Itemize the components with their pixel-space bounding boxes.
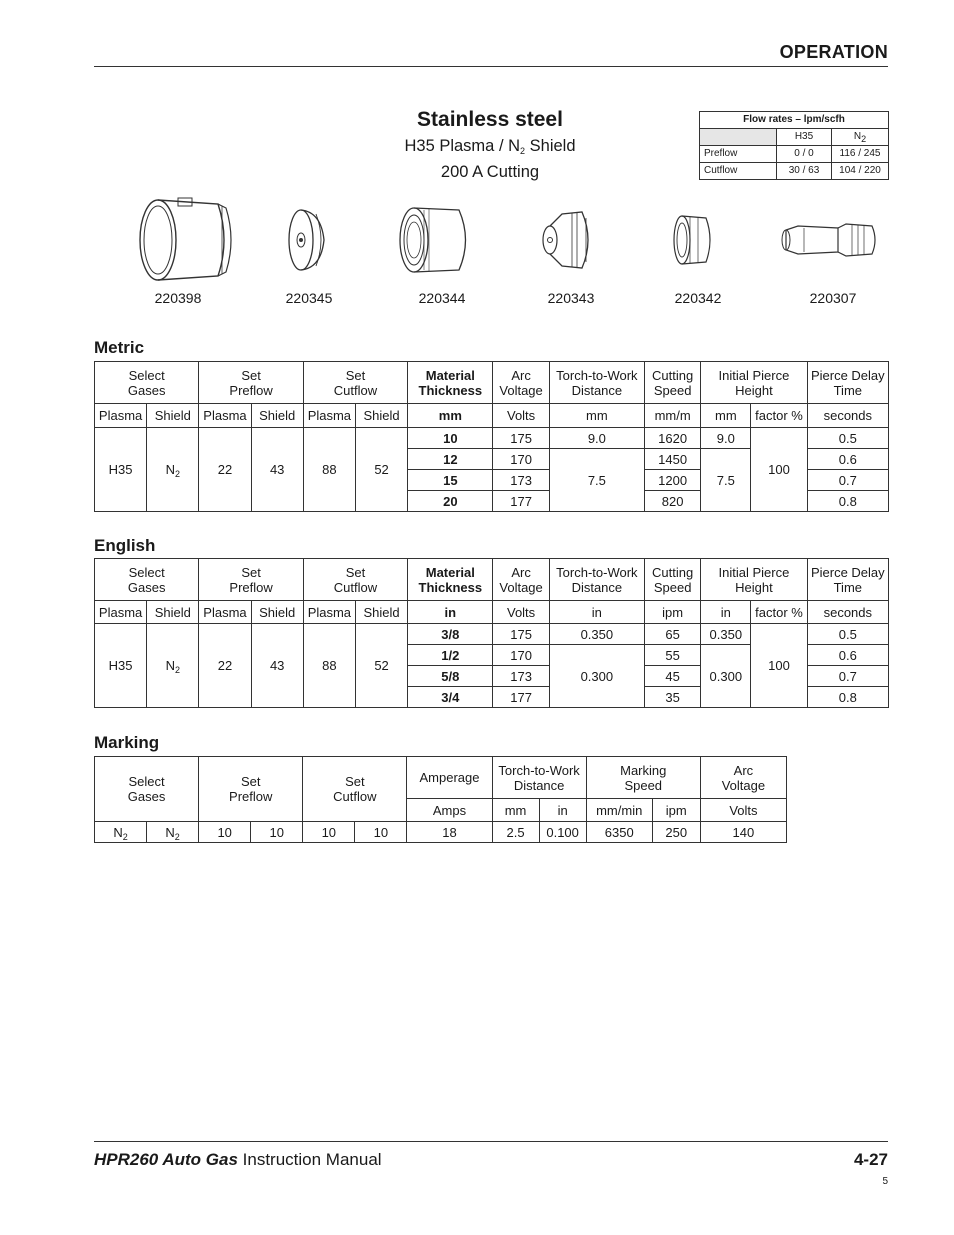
delay-cell: 0.6 — [807, 645, 888, 666]
head-cutting-speed: Cutting Speed — [645, 559, 701, 601]
unit-speed: mm/m — [645, 404, 701, 428]
unit-distance: mm — [549, 404, 644, 428]
part-nozzle — [502, 190, 622, 290]
thickness-cell: 1/2 — [408, 645, 493, 666]
unit-delay: seconds — [807, 404, 888, 428]
head-set-cutflow: Set Cutflow — [303, 362, 407, 404]
metric-section-title: Metric — [94, 338, 145, 357]
head-arc-voltage: Arc Voltage — [493, 362, 549, 404]
head-set-cutflow: Set Cutflow — [303, 559, 407, 601]
unit-delay: seconds — [807, 601, 888, 624]
part-number: 220398 — [154, 290, 202, 306]
speed-cell: 820 — [645, 491, 701, 512]
speed-mmmin-cell: 6350 — [586, 822, 652, 843]
unit-mmmin: mm/min — [586, 799, 652, 822]
pierce-cell: 7.5 — [701, 449, 751, 512]
english-section-title: English — [94, 536, 156, 555]
preflow-shield: 10 — [251, 822, 303, 843]
consumables-row — [94, 190, 888, 306]
part-shield-insert — [246, 190, 366, 290]
unit-shield: Shield — [251, 404, 303, 428]
pierce-cell: 0.300 — [701, 645, 751, 708]
flow-cell: 104 / 220 — [832, 163, 889, 180]
speed-cell: 65 — [645, 624, 701, 645]
unit-mm: mm — [492, 799, 539, 822]
part-number: 220343 — [547, 290, 595, 306]
head-select-gases: Select Gases — [95, 362, 199, 404]
shield-cap-illustration — [118, 190, 238, 290]
table-row — [95, 428, 889, 449]
preflow-plasma: 10 — [199, 822, 251, 843]
flow-cell: 30 / 63 — [777, 163, 832, 180]
nozzle-illustration — [502, 190, 622, 290]
delay-cell: 0.7 — [807, 470, 888, 491]
unit-shield: Shield — [251, 601, 303, 624]
unit-distance: in — [549, 601, 644, 624]
distance-cell: 9.0 — [549, 428, 644, 449]
unit-pierce: mm — [701, 404, 751, 428]
distance-cell: 0.300 — [549, 645, 644, 708]
flow-row-label: Preflow — [700, 146, 777, 163]
manual-title: HPR260 Auto Gas Instruction Manual — [94, 1150, 382, 1169]
head-cutting-speed: Cutting Speed — [645, 362, 701, 404]
english-table — [94, 558, 889, 708]
part-number: 220342 — [674, 290, 722, 306]
head-set-preflow: Set Preflow — [199, 757, 303, 822]
distance-in-cell: 0.100 — [539, 822, 586, 843]
gas-shield: $N_2$ — [147, 624, 199, 708]
delay-cell: 0.5 — [807, 428, 888, 449]
thickness-cell: 10 — [408, 428, 493, 449]
head-arc-voltage: Arc Voltage — [700, 757, 786, 799]
voltage-cell: 177 — [493, 491, 549, 512]
unit-amps: Amps — [407, 799, 492, 822]
flow-col-h35: H35 — [777, 129, 832, 146]
unit-in: in — [539, 799, 586, 822]
marking-table — [94, 756, 787, 843]
flow-cell: 116 / 245 — [832, 146, 889, 163]
unit-factor: factor % — [751, 404, 807, 428]
table-row — [95, 822, 787, 843]
head-pierce-height: Initial Pierce Height — [701, 559, 807, 601]
swirl-ring-illustration — [630, 190, 750, 290]
unit-volts: Volts — [700, 799, 786, 822]
header-divider — [94, 66, 888, 67]
delay-cell: 0.8 — [807, 491, 888, 512]
head-select-gases: Select Gases — [95, 757, 199, 822]
part-shield — [118, 190, 238, 290]
title-block — [380, 107, 600, 185]
thickness-cell: 12 — [408, 449, 493, 470]
retaining-cap-illustration — [374, 190, 494, 290]
head-select-gases: Select Gases — [95, 559, 199, 601]
preflow-shield: 43 — [251, 624, 303, 708]
head-marking-speed: Marking Speed — [586, 757, 700, 799]
unit-plasma: Plasma — [95, 601, 147, 624]
page-number: 4-27 — [853, 1150, 888, 1169]
table-row — [95, 624, 889, 645]
part-electrode — [768, 190, 888, 290]
head-arc-voltage: Arc Voltage — [493, 559, 549, 601]
unit-shield: Shield — [147, 601, 199, 624]
thickness-cell: 5/8 — [408, 666, 493, 687]
flow-corner-cell — [700, 129, 777, 146]
head-pierce-delay: Pierce Delay Time — [807, 362, 888, 404]
flow-row-label: Cutflow — [700, 163, 777, 180]
thickness-cell: 3/4 — [408, 687, 493, 708]
pierce-cell: 9.0 — [701, 428, 751, 449]
speed-cell: 35 — [645, 687, 701, 708]
unit-shield: Shield — [147, 404, 199, 428]
electrode-illustration — [768, 190, 888, 290]
voltage-cell: 173 — [493, 470, 549, 491]
sheet-number: 5 — [882, 1176, 888, 1187]
cutflow-plasma: 88 — [303, 428, 355, 512]
speed-cell: 45 — [645, 666, 701, 687]
cutflow-plasma: 88 — [303, 624, 355, 708]
preflow-plasma: 22 — [199, 624, 251, 708]
gas-shield: $N_2$ — [147, 822, 199, 843]
delay-cell: 0.7 — [807, 666, 888, 687]
voltage-cell: 175 — [493, 428, 549, 449]
part-retaining-cap — [374, 190, 494, 290]
unit-plasma: Plasma — [95, 404, 147, 428]
marking-section-title: Marking — [94, 733, 160, 752]
speed-cell: 1620 — [645, 428, 701, 449]
cutflow-shield: 10 — [355, 822, 407, 843]
head-material-thickness: Material Thickness — [408, 362, 493, 404]
unit-factor: factor % — [751, 601, 807, 624]
gas-plasma: H35 — [95, 624, 147, 708]
flow-rates-title: Flow rates – lpm/scfh — [700, 112, 889, 129]
unit-shield: Shield — [355, 404, 407, 428]
flow-col-n2: $N_2$ — [832, 129, 889, 146]
cutflow-plasma: 10 — [303, 822, 355, 843]
voltage-cell: 173 — [493, 666, 549, 687]
process-subtitle: H35 Plasma / $N_2$ Shield — [404, 137, 576, 156]
unit-ipm: ipm — [652, 799, 700, 822]
speed-cell: 1450 — [645, 449, 701, 470]
delay-cell: 0.5 — [807, 624, 888, 645]
thickness-cell: 20 — [408, 491, 493, 512]
head-torch-distance: Torch-to-Work Distance — [492, 757, 586, 799]
nozzle-insert-illustration — [246, 190, 366, 290]
voltage-cell: 175 — [493, 624, 549, 645]
voltage-cell: 177 — [493, 687, 549, 708]
factor-cell: 100 — [751, 624, 807, 708]
unit-plasma: Plasma — [303, 601, 355, 624]
cutflow-shield: 52 — [355, 428, 407, 512]
flow-cell: 0 / 0 — [777, 146, 832, 163]
unit-plasma: Plasma — [303, 404, 355, 428]
head-amperage: Amperage — [407, 757, 492, 799]
unit-thickness: mm — [408, 404, 493, 428]
unit-plasma: Plasma — [199, 404, 251, 428]
unit-thickness: in — [408, 601, 493, 624]
voltage-cell: 170 — [493, 645, 549, 666]
part-swirl-ring — [630, 190, 750, 290]
gas-plasma: $N_2$ — [95, 822, 147, 843]
section-title: OPERATION — [779, 42, 888, 62]
head-torch-distance: Torch-to-Work Distance — [549, 362, 644, 404]
unit-plasma: Plasma — [199, 601, 251, 624]
unit-speed: ipm — [645, 601, 701, 624]
gas-plasma: H35 — [95, 428, 147, 512]
unit-volts: Volts — [493, 601, 549, 624]
part-number: 220345 — [285, 290, 333, 306]
head-set-preflow: Set Preflow — [199, 362, 303, 404]
metric-table — [94, 361, 889, 512]
cutflow-shield: 52 — [355, 624, 407, 708]
preflow-plasma: 22 — [199, 428, 251, 512]
gas-shield: $N_2$ — [147, 428, 199, 512]
factor-cell: 100 — [751, 428, 807, 512]
preflow-shield: 43 — [251, 428, 303, 512]
speed-cell: 55 — [645, 645, 701, 666]
part-number: 220307 — [809, 290, 857, 306]
voltage-cell: 140 — [700, 822, 786, 843]
thickness-cell: 3/8 — [408, 624, 493, 645]
flow-rates-table — [699, 111, 889, 180]
thickness-cell: 15 — [408, 470, 493, 491]
distance-cell: 0.350 — [549, 624, 644, 645]
pierce-cell: 0.350 — [701, 624, 751, 645]
page-title: Stainless steel — [417, 108, 563, 131]
unit-pierce: in — [701, 601, 751, 624]
head-material-thickness: Material Thickness — [408, 559, 493, 601]
unit-shield: Shield — [355, 601, 407, 624]
speed-cell: 1200 — [645, 470, 701, 491]
head-set-cutflow: Set Cutflow — [303, 757, 407, 822]
unit-volts: Volts — [493, 404, 549, 428]
head-pierce-height: Initial Pierce Height — [701, 362, 807, 404]
footer-divider — [94, 1141, 888, 1142]
amps-cell: 18 — [407, 822, 492, 843]
head-set-preflow: Set Preflow — [199, 559, 303, 601]
distance-cell: 7.5 — [549, 449, 644, 512]
head-pierce-delay: Pierce Delay Time — [807, 559, 888, 601]
voltage-cell: 170 — [493, 449, 549, 470]
amperage-subtitle: 200 A Cutting — [440, 163, 540, 181]
distance-mm-cell: 2.5 — [492, 822, 539, 843]
delay-cell: 0.6 — [807, 449, 888, 470]
speed-ipm-cell: 250 — [652, 822, 700, 843]
head-torch-distance: Torch-to-Work Distance — [549, 559, 644, 601]
part-number: 220344 — [418, 290, 466, 306]
delay-cell: 0.8 — [807, 687, 888, 708]
